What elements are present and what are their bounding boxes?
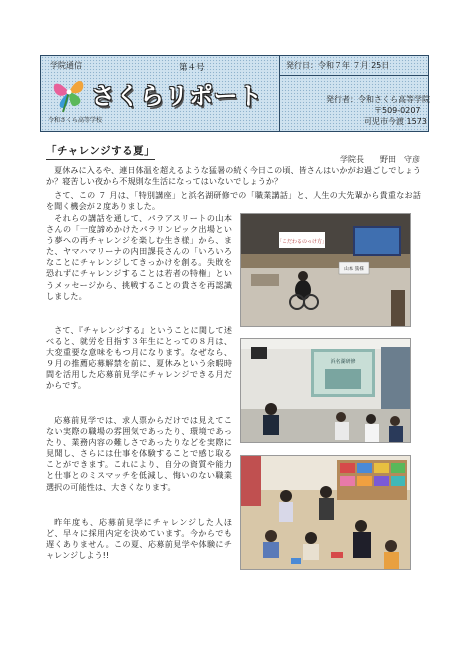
presentation-image bbox=[241, 339, 410, 442]
photo-presentation bbox=[240, 338, 411, 443]
paragraph-4: さて、『チャレンジする』ということに関して述べると、就労を目指す３年生にとっての８月は、大変重要な意味をもつ月になります。なぜなら、９月の推薦応募解禁を前に、夏休みという余暇時間を活用した応募前見学にチャレンジできる月だからです。 bbox=[46, 325, 232, 391]
masthead bbox=[40, 55, 429, 132]
publisher: 発行者：令和さくら高等学院 bbox=[326, 95, 430, 104]
paragraph-2: さて、この ７ 月は、「特別講座」と浜名湖研修での「職業講話」と、人生の大先輩から貴重なお話を聞く機会が２度ありました。 bbox=[46, 190, 421, 212]
paragraph-6: 昨年度も、応募前見学にチャレンジした人ほど、早々に採用内定を決めています。今からでも遅くありません。この夏、応募前見学や体験にチャレンジしよう!! bbox=[46, 517, 232, 561]
masthead-info-block bbox=[279, 56, 429, 131]
photo-childcare-visit bbox=[240, 455, 411, 570]
photo-name-board: 山本 篤様 bbox=[344, 267, 364, 272]
newsletter-label: 学院通信 bbox=[50, 61, 82, 70]
newsletter-title: さくらリポート bbox=[91, 82, 263, 110]
masthead-title-block bbox=[41, 56, 279, 131]
school-name-small: 令和さくら高等学校 bbox=[48, 117, 103, 124]
photo-slide-title: 浜名湖研修 bbox=[330, 359, 356, 365]
childcare-image bbox=[241, 456, 410, 569]
issue-date: 発行日：令和７年 ７月 25日 bbox=[286, 61, 390, 70]
address: 可児市今渡 1573 bbox=[364, 117, 427, 126]
masthead-divider bbox=[280, 75, 429, 76]
paragraph-1: 夏休みに入るや、連日体温を超えるような猛暑の続く今日この頃、皆さんはいかがお過ごしでしょうか？寝苦しい夜から不規則な生活になってはいないでしょうか？ bbox=[46, 165, 421, 187]
article-heading: 「チャレンジする夏」 bbox=[46, 143, 155, 160]
lecture-hall-image bbox=[241, 214, 410, 326]
photo-banner-text: 「こだわるのっけ方」 bbox=[277, 239, 327, 245]
postal-code: 〒509-0207 bbox=[374, 106, 421, 115]
paragraph-5: 応募前見学では、求人票からだけでは見えてこない実際の職場の雰囲気であったり、環境であったり、業務内容の難しさであったりなどを実際に見聞し、さらには仕事を体験することで感じ取ることができます。これにより、自分の資質や能力と仕事とのミスマッチを低減し、悔いのない職業選択の可能性は、大きくなります。 bbox=[46, 415, 232, 492]
paragraph-3: それらの講話を通して、パラアスリートの山本さんの「一度諦めかけたパラリンピック出場という夢への再チャレンジを楽しむ生き様」から、また、ヤマハマリーナの内田課長さんの「いろいろなことにチャレンジしてきっかけを創る。失敗を恐れずにチャレンジすることは若者の特権」というメッセージから、挑戦することの貴さを再認識しました。 bbox=[46, 213, 232, 301]
article-author: 学院長 野田 守彦 bbox=[340, 155, 420, 164]
issue-number: 第４号 bbox=[179, 63, 205, 73]
photo-lecture-hall bbox=[240, 213, 411, 327]
sakura-logo-icon bbox=[49, 70, 89, 114]
